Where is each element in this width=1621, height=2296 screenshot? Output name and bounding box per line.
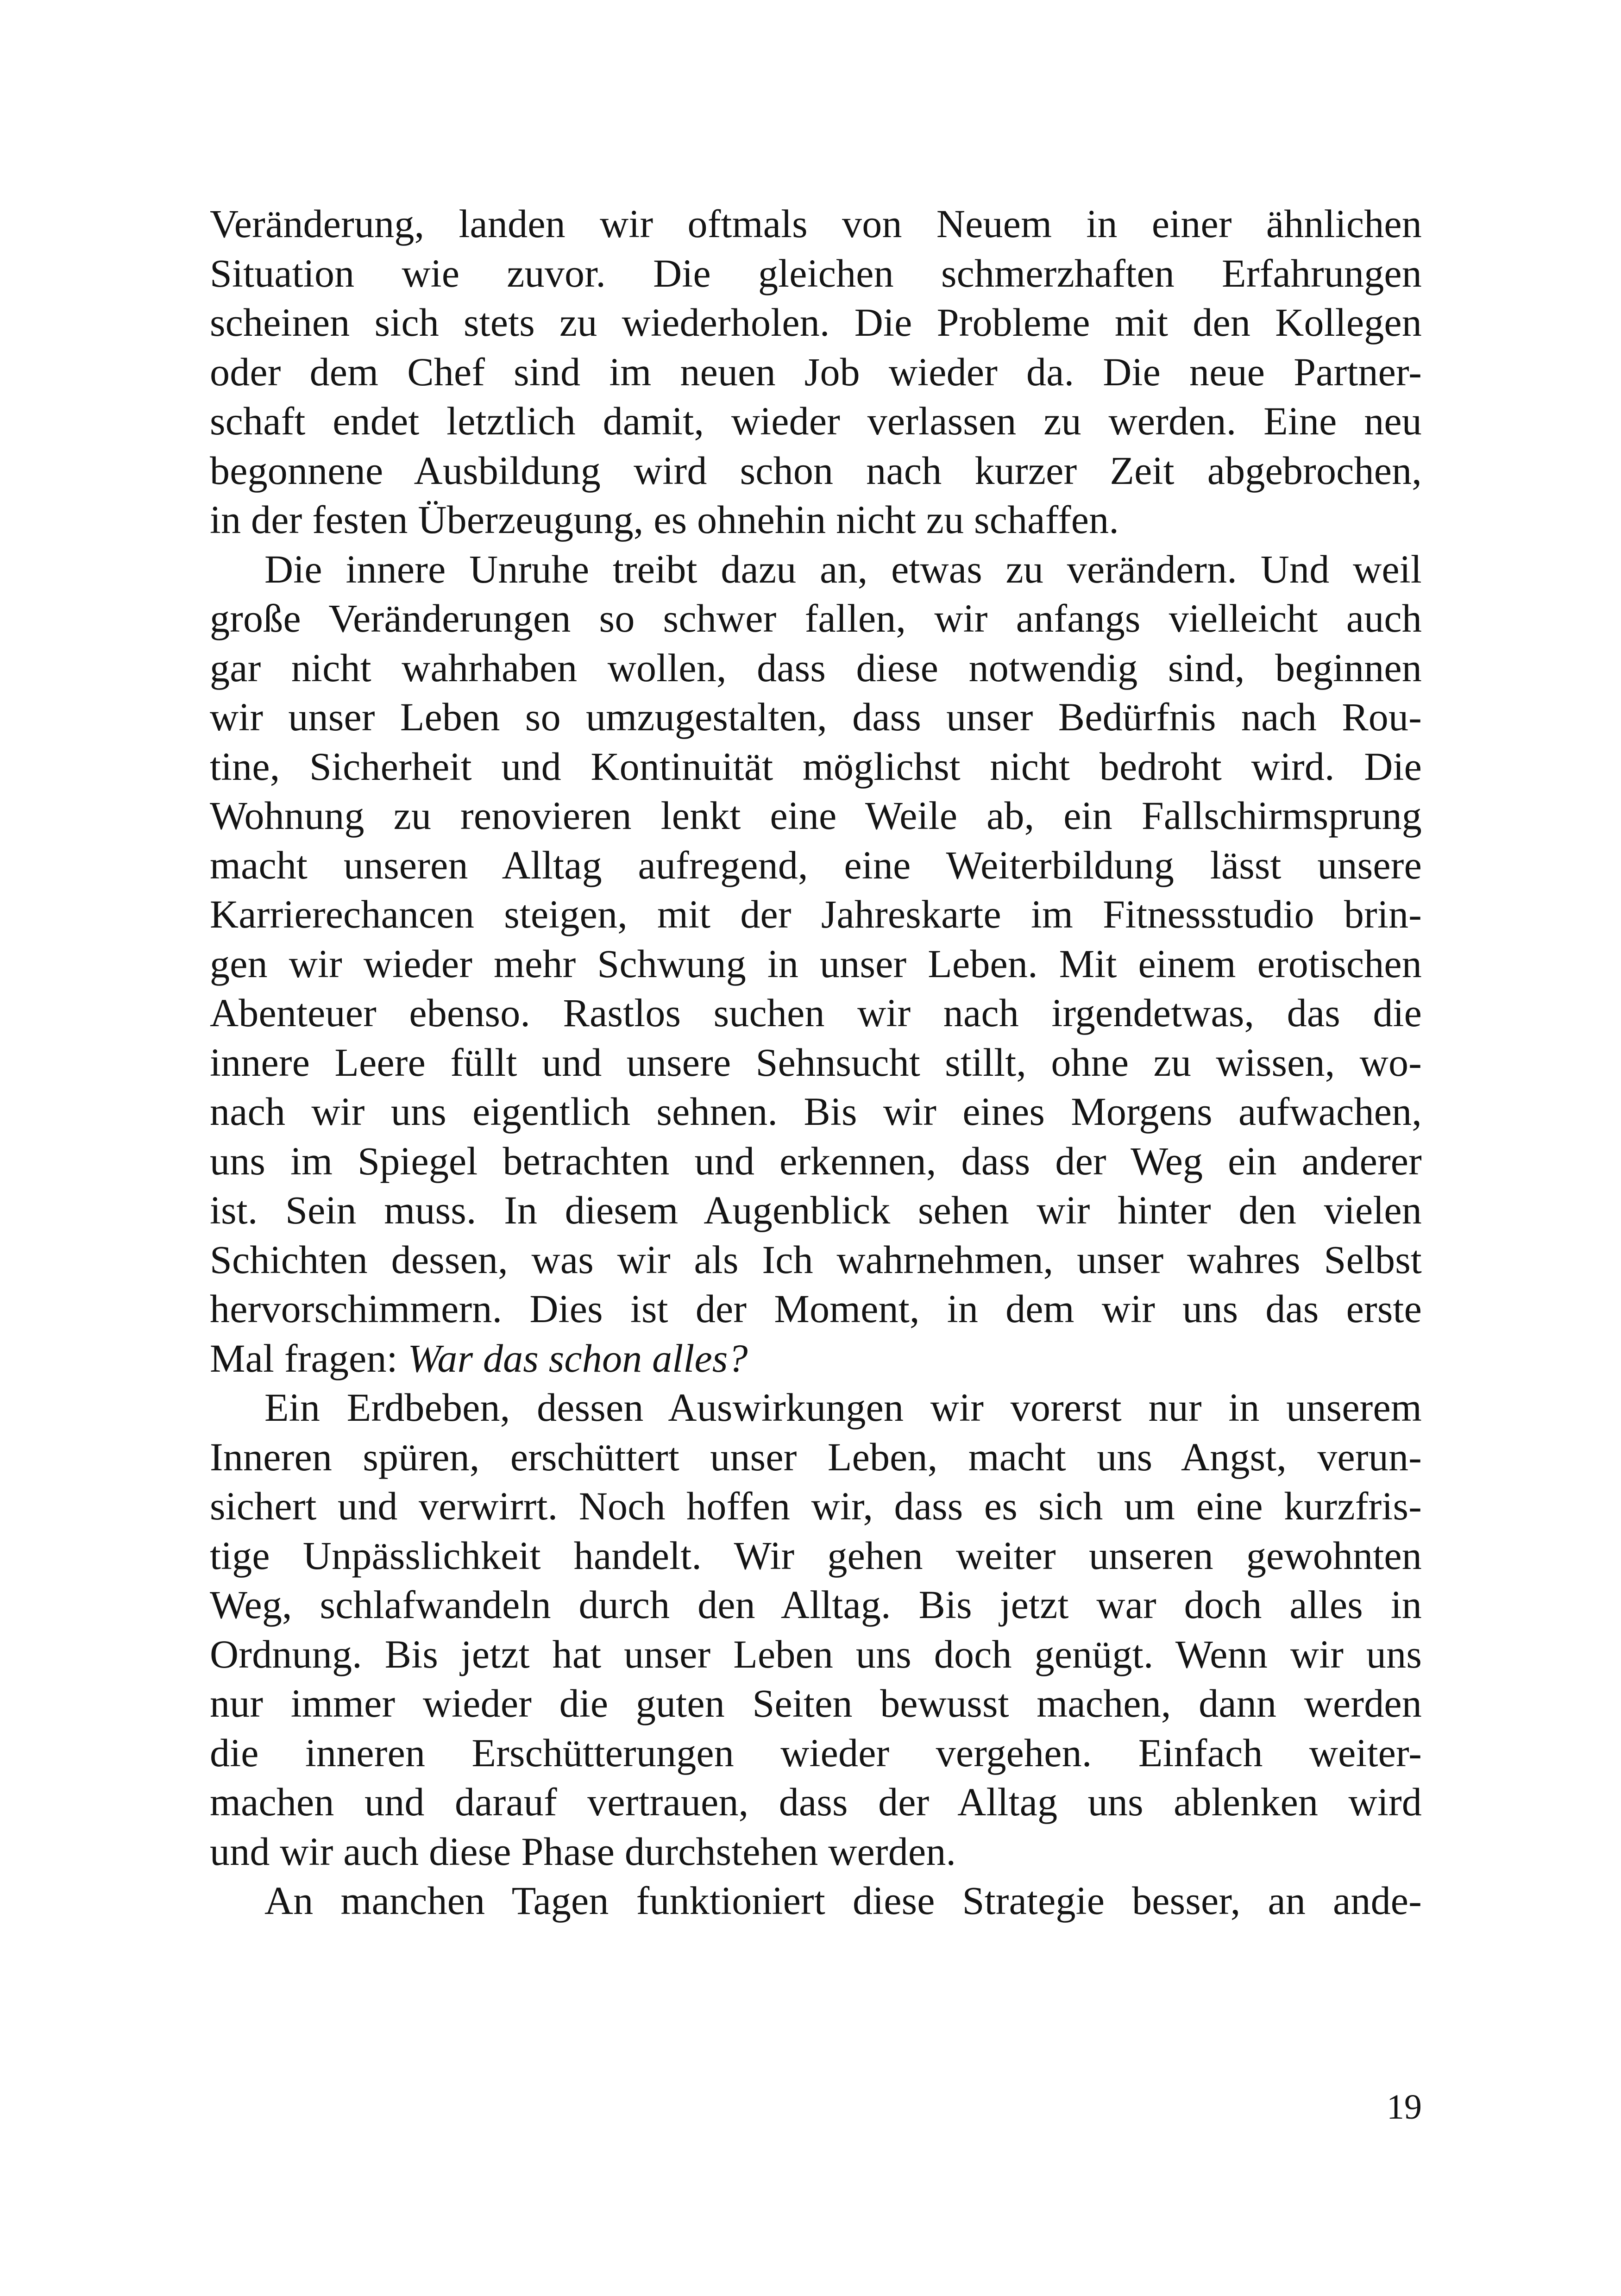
text-line: Inneren spüren, erschüttert unser Leben, macht uns Angst, verun- <box>210 1434 1422 1479</box>
text-line: Situation wie zuvor. Die gleichen schmerzhaften Erfahrungen <box>210 251 1422 295</box>
page-number: 19 <box>1387 2088 1422 2127</box>
text-line <box>210 1334 1422 1383</box>
text-line: Wohnung zu renovieren lenkt eine Weile ab, ein Fallschirmsprung <box>210 793 1422 838</box>
text-span: Mal fragen: <box>210 1336 408 1380</box>
text-line: die inneren Erschütterungen wieder vergehen. Einfach weiter- <box>210 1730 1422 1775</box>
text-line: wir unser Leben so umzugestalten, dass unser Bedürfnis nach Rou- <box>210 695 1422 739</box>
text-line: gar nicht wahrhaben wollen, dass diese notwendig sind, beginnen <box>210 645 1422 690</box>
text-line: scheinen sich stets zu wiederholen. Die Probleme mit den Kollegen <box>210 300 1422 345</box>
text-line: hervorschimmern. Dies ist der Moment, in dem wir uns das erste <box>210 1286 1422 1331</box>
text-line: Weg, schlafwandeln durch den Alltag. Bis jetzt war doch alles in <box>210 1582 1422 1627</box>
text-line: schaft endet letztlich damit, wieder verlassen zu werden. Eine neu <box>210 399 1422 443</box>
text-line: gen wir wieder mehr Schwung in unser Leben. Mit einem erotischen <box>210 941 1422 986</box>
text-line: große Veränderungen so schwer fallen, wir anfangs vielleicht auch <box>210 596 1422 640</box>
text-line: begonnene Ausbildung wird schon nach kurzer Zeit abgebrochen, <box>210 448 1422 493</box>
text-line: macht unseren Alltag aufregend, eine Weiterbildung lässt unsere <box>210 842 1422 887</box>
paragraph-4 <box>210 1876 1422 1926</box>
body-text <box>210 199 1422 1926</box>
text-line: ist. Sein muss. In diesem Augenblick sehen wir hinter den vielen <box>210 1188 1422 1232</box>
text-line: tine, Sicherheit und Kontinuität möglichst nicht bedroht wird. Die <box>210 744 1422 789</box>
text-line: Veränderung, landen wir oftmals von Neuem in einer ähnlichen <box>210 201 1422 246</box>
paragraph-1 <box>210 199 1422 545</box>
text-line: in der festen Überzeugung, es ohnehin nicht zu schaffen. <box>210 497 1119 542</box>
text-line: Schichten dessen, was wir als Ich wahrnehmen, unser wahres Selbst <box>210 1237 1422 1282</box>
text-line: machen und darauf vertrauen, dass der Alltag uns ablenken wird <box>210 1780 1422 1824</box>
text-line: Ordnung. Bis jetzt hat unser Leben uns doch genügt. Wenn wir uns <box>210 1631 1422 1676</box>
text-line: An manchen Tagen funktioniert diese Strategie besser, an ande- <box>264 1878 1422 1923</box>
text-line: Ein Erdbeben, dessen Auswirkungen wir vorerst nur in unserem <box>264 1385 1422 1430</box>
text-line: oder dem Chef sind im neuen Job wieder da. Die neue Partner- <box>210 349 1422 394</box>
paragraph-2 <box>210 545 1422 1383</box>
text-line: innere Leere füllt und unsere Sehnsucht stillt, ohne zu wissen, wo- <box>210 1040 1422 1085</box>
text-line: tige Unpässlichkeit handelt. Wir gehen weiter unseren gewohnten <box>210 1533 1422 1578</box>
text-line: nur immer wieder die guten Seiten bewusst machen, dann werden <box>210 1681 1422 1725</box>
paragraph-3 <box>210 1383 1422 1876</box>
text-line: Die innere Unruhe treibt dazu an, etwas zu verändern. Und weil <box>264 546 1422 591</box>
text-line: Abenteuer ebenso. Rastlos suchen wir nach irgendetwas, das die <box>210 991 1422 1035</box>
text-line: nach wir uns eigentlich sehnen. Bis wir eines Morgens aufwachen, <box>210 1089 1422 1134</box>
text-line: und wir auch diese Phase durchstehen werden. <box>210 1829 956 1874</box>
text-line: Karrierechancen steigen, mit der Jahreskarte im Fitnessstudio brin- <box>210 892 1422 936</box>
italic-question: War das schon alles? <box>408 1336 748 1380</box>
text-line: uns im Spiegel betrachten und erkennen, dass der Weg ein anderer <box>210 1138 1422 1183</box>
text-line: sichert und verwirrt. Noch hoffen wir, dass es sich um eine kurzfris- <box>210 1484 1422 1528</box>
